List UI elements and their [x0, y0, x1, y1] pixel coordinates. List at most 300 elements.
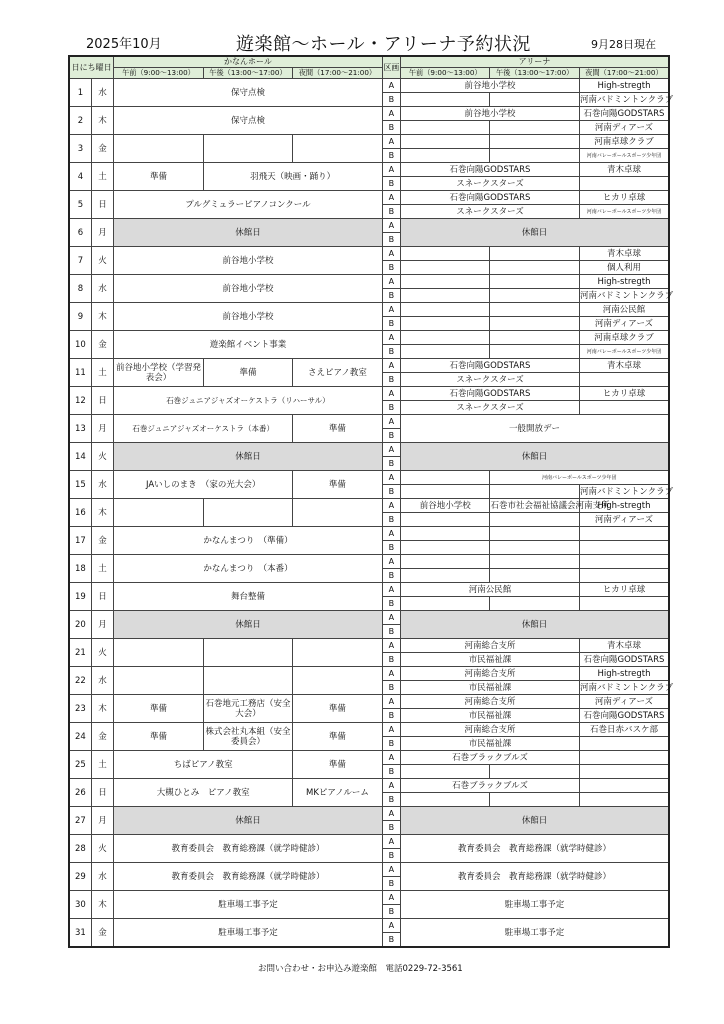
weekday: 金 [91, 331, 113, 359]
day-row [69, 919, 669, 933]
arena-booking: 河南公民館 [579, 303, 669, 317]
arena-booking [490, 541, 579, 555]
kubun-b: B [382, 541, 400, 555]
kubun-header: 区画 [382, 56, 400, 79]
arena-booking: 前谷地小学校 [400, 79, 579, 93]
kubun-b: B [382, 429, 400, 443]
arena-booking: 河南公民館 [400, 583, 579, 597]
arena-booking [579, 793, 669, 807]
arena-booking [400, 765, 489, 779]
arena-booking [400, 303, 489, 317]
arena-booking [490, 303, 579, 317]
weekday: 火 [91, 835, 113, 863]
arena-booking: 河南バレーボールスポーツ少年団 [579, 149, 669, 163]
hall-booking [114, 667, 203, 695]
arena-booking [400, 471, 489, 485]
day-row [69, 695, 669, 709]
weekday: 土 [91, 751, 113, 779]
arena-booking [579, 177, 669, 191]
kubun-a: A [382, 695, 400, 709]
arena-booking [490, 149, 579, 163]
arena-booking: 河南バドミントンクラブ [579, 94, 674, 105]
day-number: 7 [69, 247, 91, 275]
weekday: 水 [91, 863, 113, 891]
day-row [69, 471, 669, 485]
kubun-a: A [382, 415, 400, 429]
arena-booking [400, 149, 489, 163]
kubun-b: B [382, 597, 400, 611]
reservation-table [68, 55, 674, 948]
weekday: 木 [91, 303, 113, 331]
weekday: 月 [91, 611, 113, 639]
arena-booking: 河南ディアーズ [579, 695, 669, 709]
day-number: 18 [69, 555, 91, 583]
day-row [69, 359, 669, 373]
arena-booking [400, 121, 489, 135]
hall-booking: 準備 [293, 415, 382, 443]
day-number: 6 [69, 219, 91, 247]
day-row [69, 527, 669, 541]
kubun-a: A [382, 919, 400, 933]
kubun-b: B [382, 93, 400, 107]
day-number: 19 [69, 583, 91, 611]
hall-booking: 石巻地元工務店（安全大会） [203, 695, 292, 723]
weekday: 日 [91, 191, 113, 219]
kubun-b: B [382, 821, 400, 835]
hall-booking [293, 499, 382, 527]
kubun-b: B [382, 849, 400, 863]
arena-booking: 駐車場工事予定 [400, 919, 669, 948]
kubun-b: B [382, 289, 400, 303]
day-row [69, 583, 669, 597]
day-number: 2 [69, 107, 91, 135]
hall-booking: 遊楽館イベント事業 [114, 331, 382, 359]
day-number: 10 [69, 331, 91, 359]
day-row [69, 415, 669, 429]
arena-booking: 市民福祉課 [400, 681, 579, 695]
day-number: 22 [69, 667, 91, 695]
hall-closed: 休館日 [114, 807, 382, 835]
year-month: 2025年10月 [86, 37, 162, 52]
kubun-a: A [382, 555, 400, 569]
arena-booking: 河南卓球クラブ [579, 135, 669, 149]
arena-closed: 休館日 [400, 611, 669, 639]
kubun-b: B [382, 233, 400, 247]
arena-booking [490, 261, 579, 275]
hall-booking: 前谷地小学校（学習発表会） [114, 359, 203, 387]
arena-night-header: 夜間（17:00～21:00） [579, 68, 669, 79]
day-number: 30 [69, 891, 91, 919]
day-number: 17 [69, 527, 91, 555]
arena-booking [490, 527, 579, 541]
weekday: 金 [91, 919, 113, 948]
weekday: 日 [91, 779, 113, 807]
kubun-a: A [382, 219, 400, 233]
weekday: 金 [91, 723, 113, 751]
arena-booking: 河南総合支所 [400, 695, 579, 709]
arena-booking [490, 569, 579, 583]
kubun-a: A [382, 135, 400, 149]
day-number: 29 [69, 863, 91, 891]
arena-booking [490, 121, 579, 135]
day-number: 21 [69, 639, 91, 667]
hall-booking: 保守点検 [114, 107, 382, 135]
weekday: 水 [91, 275, 113, 303]
hall-booking: 教育委員会 教育総務課（就学時健診） [114, 835, 382, 863]
kubun-a: A [382, 79, 400, 93]
arena-booking [400, 793, 489, 807]
kubun-b: B [382, 877, 400, 891]
arena-booking [400, 569, 489, 583]
day-number: 9 [69, 303, 91, 331]
kubun-b: B [382, 401, 400, 415]
hall-booking [203, 667, 292, 695]
arena-booking [400, 247, 489, 261]
arena-booking: ヒカリ卓球 [579, 387, 669, 401]
arena-booking: スネークスターズ [400, 373, 579, 387]
arena-booking [400, 597, 489, 611]
kubun-b: B [382, 569, 400, 583]
day-row [69, 331, 669, 345]
kubun-b: B [382, 457, 400, 471]
arena-booking: 石巻向陽GODSTARS [400, 387, 579, 401]
kubun-b: B [382, 625, 400, 639]
arena-booking: High-stregth [579, 79, 669, 93]
hall-booking: 準備 [293, 695, 382, 723]
arena-booking [490, 289, 579, 303]
arena-booking: 石巻向陽GODSTARS [400, 163, 579, 177]
kubun-b: B [382, 737, 400, 751]
arena-booking: 青木卓球 [579, 163, 669, 177]
arena-booking [579, 401, 669, 415]
hall-booking: 保守点検 [114, 79, 382, 107]
arena-booking [490, 247, 579, 261]
arena-booking [400, 555, 489, 569]
arena-booking: 教育委員会 教育総務課（就学時健診） [400, 863, 669, 891]
arena-booking [490, 345, 579, 359]
kubun-a: A [382, 527, 400, 541]
hall-booking [203, 135, 292, 163]
kubun-a: A [382, 863, 400, 877]
hall-booking [203, 639, 292, 667]
arena-booking [400, 345, 489, 359]
weekday: 木 [91, 107, 113, 135]
day-row [69, 611, 669, 625]
hall-booking [114, 135, 203, 163]
day-number: 12 [69, 387, 91, 415]
hall-closed: 休館日 [114, 443, 382, 471]
arena-booking [490, 317, 579, 331]
hall-booking [293, 135, 382, 163]
weekday: 土 [91, 163, 113, 191]
arena-closed: 休館日 [400, 443, 669, 471]
arena-booking [490, 513, 579, 527]
arena-booking: スネークスターズ [400, 177, 579, 191]
kubun-b: B [382, 681, 400, 695]
arena-booking: 石巻ブラックブルズ [400, 779, 579, 793]
hall-booking [293, 667, 382, 695]
day-row [69, 667, 669, 681]
hall-booking [293, 639, 382, 667]
arena-booking: 河南バレーボールスポーツ少年団 [579, 205, 669, 219]
day-row [69, 275, 669, 289]
arena-booking [579, 373, 669, 387]
day-row [69, 219, 669, 233]
kubun-b: B [382, 149, 400, 163]
hall-booking: プルグミュラーピアノコンクール [114, 191, 382, 219]
arena-booking [490, 275, 579, 289]
arena-booking [490, 765, 579, 779]
arena-booking: 一般開放デー [400, 415, 669, 443]
hall-booking: 石巻ジュニアジャズオーケストラ（リハーサル） [114, 387, 382, 415]
arena-booking: スネークスターズ [400, 205, 579, 219]
arena-booking: 河南総合支所 [400, 723, 579, 737]
arena-booking: 前谷地小学校 [400, 499, 489, 513]
kubun-a: A [382, 331, 400, 345]
kubun-a: A [382, 471, 400, 485]
kubun-a: A [382, 667, 400, 681]
hall-booking: 駐車場工事予定 [114, 891, 382, 919]
day-number: 3 [69, 135, 91, 163]
arena-booking: 教育委員会 教育総務課（就学時健診） [400, 835, 669, 863]
arena-booking: 石巻向陽GODSTARS [579, 709, 669, 723]
day-number: 20 [69, 611, 91, 639]
weekday: 金 [91, 527, 113, 555]
kubun-b: B [382, 345, 400, 359]
arena-booking: 石巻向陽GODSTARS [400, 191, 579, 205]
day-number: 5 [69, 191, 91, 219]
kubun-a: A [382, 611, 400, 625]
hall-booking: 前谷地小学校 [114, 275, 382, 303]
arena-booking [400, 317, 489, 331]
arena-booking [400, 485, 489, 499]
kubun-b: B [382, 709, 400, 723]
kubun-b: B [382, 205, 400, 219]
arena-booking: 市民福祉課 [400, 709, 579, 723]
kubun-a: A [382, 275, 400, 289]
weekday: 土 [91, 555, 113, 583]
day-number: 15 [69, 471, 91, 499]
hall-booking [114, 499, 203, 527]
hall-booking: かなんまつり （準備） [114, 527, 382, 555]
arena-booking [490, 485, 579, 499]
arena-booking [490, 793, 579, 807]
hall-booking: 準備 [293, 751, 382, 779]
arena-booking [579, 597, 669, 611]
arena-booking [400, 331, 489, 345]
contact-footer: お問い合わせ・お申込み遊楽館 電話0229-72-3561 [258, 964, 463, 974]
arena-booking [579, 555, 669, 569]
hall-booking: ちばピアノ教室 [114, 751, 293, 779]
arena-am-header: 午前（9:00～13:00） [400, 68, 489, 79]
day-row [69, 135, 669, 149]
weekday: 木 [91, 891, 113, 919]
kubun-b: B [382, 177, 400, 191]
arena-booking: 石巻市社会福祉協議会河南支所 [490, 500, 610, 511]
day-number: 1 [69, 79, 91, 107]
weekday: 月 [91, 219, 113, 247]
weekday: 水 [91, 471, 113, 499]
kubun-a: A [382, 751, 400, 765]
arena-booking [400, 527, 489, 541]
kubun-b: B [382, 121, 400, 135]
arena-booking: 石巻向陽GODSTARS [400, 359, 579, 373]
hall-booking: 羽飛天（映画・踊り） [203, 163, 382, 191]
weekday: 木 [91, 695, 113, 723]
arena-booking [400, 541, 489, 555]
arena-booking [400, 289, 489, 303]
weekday: 月 [91, 807, 113, 835]
arena-booking: 河南ディアーズ [579, 317, 669, 331]
page-title: 遊楽館～ホール・アリーナ予約状況 [236, 34, 531, 55]
day-number: 28 [69, 835, 91, 863]
day-number: 4 [69, 163, 91, 191]
arena-booking: 河南ディアーズ [579, 121, 669, 135]
hall-booking: 準備 [203, 359, 292, 387]
weekday: 木 [91, 499, 113, 527]
kubun-b: B [382, 261, 400, 275]
kubun-a: A [382, 639, 400, 653]
weekday: 火 [91, 247, 113, 275]
hall-am-header: 午前（9:00～13:00） [114, 68, 203, 79]
kubun-a: A [382, 807, 400, 821]
arena-booking: High-stregth [579, 667, 669, 681]
arena-booking: 河南バレーボールスポーツ少年団 [579, 345, 669, 359]
arena-booking: 青木卓球 [579, 359, 669, 373]
arena-booking: 青木卓球 [579, 639, 669, 653]
arena-booking [490, 93, 579, 107]
day-row [69, 163, 669, 177]
hall-booking: 株式会社丸本組（安全委員会） [203, 723, 292, 751]
kubun-a: A [382, 163, 400, 177]
hall-booking: 前谷地小学校 [114, 247, 382, 275]
day-row [69, 891, 669, 905]
arena-closed: 休館日 [400, 219, 669, 247]
arena-booking: 石巻日赤バスケ部 [579, 723, 669, 737]
hall-booking: 準備 [114, 695, 203, 723]
day-number: 27 [69, 807, 91, 835]
weekday: 火 [91, 639, 113, 667]
arena-booking: 河南卓球クラブ [579, 331, 669, 345]
arena-booking: 駐車場工事予定 [400, 891, 669, 919]
kubun-a: A [382, 891, 400, 905]
day-number: 16 [69, 499, 91, 527]
arena-booking [400, 261, 489, 275]
kubun-a: A [382, 247, 400, 261]
weekday: 金 [91, 135, 113, 163]
arena-booking [490, 555, 579, 569]
kubun-b: B [382, 317, 400, 331]
day-row [69, 247, 669, 261]
day-row [69, 107, 669, 121]
hall-booking: 準備 [293, 471, 382, 499]
day-row [69, 79, 669, 93]
arena-closed: 休館日 [400, 807, 669, 835]
day-row [69, 499, 669, 513]
hall-booking: さえピアノ教室 [293, 359, 382, 387]
kubun-a: A [382, 359, 400, 373]
kubun-b: B [382, 653, 400, 667]
day-weekday-header: 日にち曜日 [69, 56, 114, 79]
day-number: 8 [69, 275, 91, 303]
day-row [69, 387, 669, 401]
arena-booking: ヒカリ卓球 [579, 191, 669, 205]
day-number: 24 [69, 723, 91, 751]
day-row [69, 639, 669, 653]
arena-header: アリーナ [400, 56, 669, 68]
day-number: 23 [69, 695, 91, 723]
arena-booking [490, 331, 579, 345]
arena-booking: 市民福祉課 [400, 653, 579, 667]
kubun-b: B [382, 765, 400, 779]
hall-header: かなんホール [114, 56, 382, 68]
arena-booking: 河南総合支所 [400, 639, 579, 653]
day-number: 11 [69, 359, 91, 387]
kubun-a: A [382, 443, 400, 457]
arena-booking: 河南バレーボールスポーツ少年団 [490, 471, 669, 485]
arena-booking: 青木卓球 [579, 247, 669, 261]
hall-booking [114, 639, 203, 667]
hall-booking: 準備 [114, 163, 203, 191]
hall-booking: 舞台整備 [114, 583, 382, 611]
arena-booking: 前谷地小学校 [400, 107, 579, 121]
hall-booking: JAいしのまき （家の光大会） [114, 471, 293, 499]
kubun-a: A [382, 583, 400, 597]
hall-booking: 準備 [114, 723, 203, 751]
kubun-b: B [382, 513, 400, 527]
arena-booking: 石巻向陽GODSTARS [579, 653, 669, 667]
arena-booking [579, 737, 669, 751]
day-number: 25 [69, 751, 91, 779]
day-row [69, 723, 669, 737]
day-row [69, 807, 669, 821]
kubun-b: B [382, 905, 400, 919]
arena-booking: 河南バドミントンクラブ [579, 290, 674, 301]
arena-booking: 河南総合支所 [400, 667, 579, 681]
hall-booking [203, 499, 292, 527]
kubun-b: B [382, 933, 400, 948]
arena-booking: 石巻向陽GODSTARS [579, 107, 669, 121]
arena-booking: スネークスターズ [400, 401, 579, 415]
as-of-date: 9月28日現在 [591, 38, 656, 51]
kubun-a: A [382, 303, 400, 317]
weekday: 月 [91, 415, 113, 443]
arena-booking: 個人利用 [579, 261, 669, 275]
day-row [69, 835, 669, 849]
kubun-a: A [382, 387, 400, 401]
day-number: 14 [69, 443, 91, 471]
hall-closed: 休館日 [114, 611, 382, 639]
weekday: 火 [91, 443, 113, 471]
hall-night-header: 夜間（17:00～21:00） [293, 68, 382, 79]
day-number: 26 [69, 779, 91, 807]
arena-booking: High-stregth [579, 275, 669, 289]
arena-booking: 市民福祉課 [400, 737, 579, 751]
arena-booking [579, 751, 669, 765]
arena-booking: 河南バドミントンクラブ [579, 682, 674, 693]
arena-booking: 河南ディアーズ [579, 513, 669, 527]
arena-booking [400, 513, 489, 527]
kubun-b: B [382, 373, 400, 387]
hall-booking: 準備 [293, 723, 382, 751]
kubun-a: A [382, 835, 400, 849]
kubun-b: B [382, 485, 400, 499]
arena-pm-header: 午後（13:00～17:00） [490, 68, 579, 79]
arena-booking [579, 541, 669, 555]
day-row [69, 443, 669, 457]
day-row [69, 555, 669, 569]
weekday: 日 [91, 387, 113, 415]
